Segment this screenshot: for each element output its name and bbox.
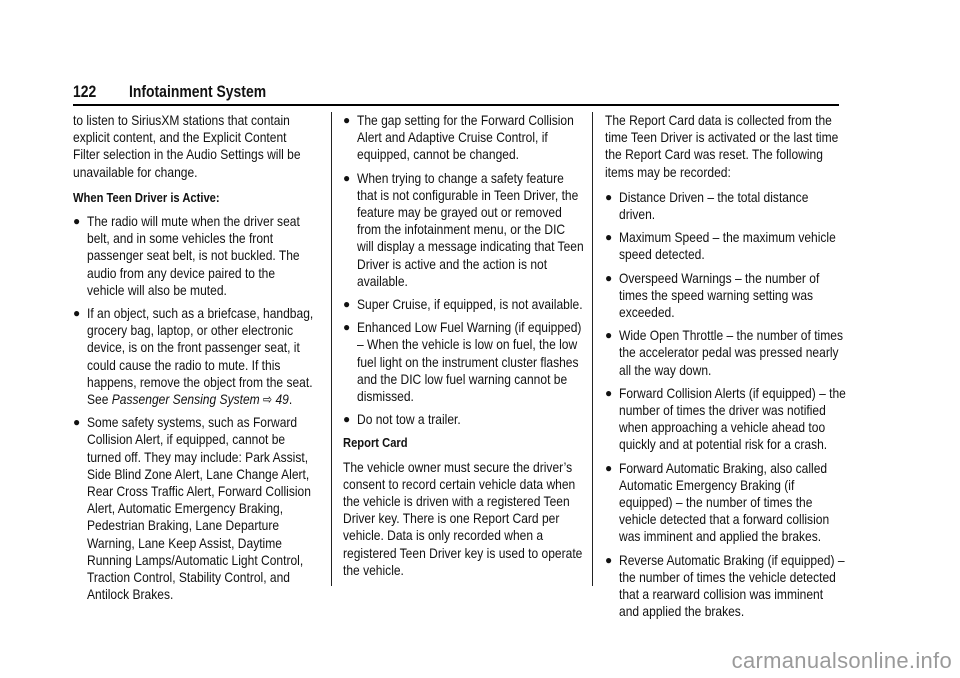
list-item: ● Distance Driven – the total distance driven. (605, 188, 809, 223)
page-number: 122 (73, 82, 97, 101)
bullet-icon: ● (73, 306, 81, 321)
list-item: ● The gap setting for the Forward Collision Alert and Adaptive Cruise Control, if equipped, cannot be changed. (343, 112, 574, 163)
list-item: ● Forward Automatic Braking, also called Automatic Emergency Braking (if equipped) – the number of times the vehicle detected that a forward collision was imminent and applied the brakes. (605, 459, 830, 545)
list-item: ● Some safety systems, such as Forward Collision Alert, if equipped, cannot be turned off. They may include: Park Assist, Side Blind Zone Alert, Lane Change Alert, Rear Cross Traffic Alert, Forward Collision Alert, Automatic Emergency Braking, Pedestrian Braking, Lane Departure Warning, Lane Keep Assist, Daytime Running Lamps/Automatic Light Control, Traction Control, Stability Control, and Antilock Brakes. (73, 414, 311, 603)
xref-link[interactable]: Passenger Sensing System (111, 391, 260, 408)
bullet-icon: ● (73, 214, 81, 229)
list-item: ● Forward Collision Alerts (if equipped) – the number of times the driver was notified when approaching a vehicle ahead too quickly and at potential risk for a crash. (605, 384, 846, 453)
bullet-icon: ● (605, 328, 613, 343)
column-1 (73, 112, 315, 609)
xref-page[interactable]: 49 (275, 391, 289, 408)
list-item: ● Enhanced Low Fuel Warning (if equipped) – When the vehicle is low on fuel, the low fuel light on the instrument cluster flashes and the DIC low fuel warning cannot be dismissed. (343, 319, 582, 405)
col1-bullet-list (73, 213, 315, 603)
col3-bullet-list (605, 189, 847, 621)
list-item: ● Super Cruise, if equipped, is not available. (343, 296, 583, 313)
bullet-icon: ● (343, 297, 351, 312)
bullet-icon: ● (605, 552, 613, 567)
list-item: ● If an object, such as a briefcase, handbag, grocery bag, laptop, or other electronic device, is on the front passenger seat, it could cause the radio to mute. If this happens, remove the object from the seat. See Passenger Sensing System ⇨ 49. (73, 305, 314, 408)
col2-bullet-list (343, 112, 585, 428)
watermark-text: carmanualsonline.info (731, 648, 952, 673)
list-item: ● Do not tow a trailer. (343, 411, 461, 428)
column-divider (592, 112, 593, 586)
bullet-icon: ● (343, 113, 351, 127)
bullet-icon: ● (605, 270, 613, 285)
bullet-icon: ● (605, 460, 613, 475)
list-item: ● When trying to change a safety feature that is not configurable in Teen Driver, the feature may be grayed out or removed from the infotainment menu, or the DIC will display a message indicating that Teen Driver is active and the action is not available. (343, 169, 584, 289)
list-item: ● The radio will mute when the driver seat belt, and in some vehicles the front passenger seat belt, is not buckled. The audio from any device paired to the vehicle will also be muted. (73, 213, 300, 298)
column-2 (343, 112, 585, 587)
list-item: ● Reverse Automatic Braking (if equipped) – the number of times the vehicle detected that a rearward collision was imminent and applied the brakes. (605, 551, 845, 620)
bullet-icon: ● (605, 189, 613, 204)
col3-intro: The Report Card data is collected from the time Teen Driver is activated or the last time the Report Card was reset. The following items may be recorded: (605, 112, 839, 180)
bullet-icon: ● (343, 320, 351, 335)
col1-heading: When Teen Driver is Active: (73, 189, 220, 205)
list-item: ● Overspeed Warnings – the number of times the speed warning setting was exceeded. (605, 269, 820, 321)
bullet-icon: ● (343, 170, 351, 185)
list-item: ● Wide Open Throttle – the number of times the accelerator pedal was pressed nearly all the way down. (605, 327, 843, 378)
bullet-icon: ● (343, 412, 351, 427)
bullet-icon: ● (605, 230, 613, 245)
section-title: Infotainment System (129, 82, 267, 101)
report-card-heading: Report Card (343, 435, 408, 451)
bullet-icon: ● (605, 385, 613, 400)
column-3 (605, 112, 847, 626)
column-divider (331, 112, 332, 586)
report-card-paragraph: The vehicle owner must secure the driver’s consent to record certain vehicle data when the vehicle is driven with a registered Teen Driver key. There is one Report Card per vehicle. Data is only recorded when a registered Teen Driver key is used to operate the vehicle. (343, 458, 583, 578)
header-rule (73, 104, 839, 106)
list-item: ● Maximum Speed – the maximum vehicle speed detected. (605, 229, 836, 263)
xref-arrow-icon: ⇨ (263, 391, 273, 408)
bullet-icon: ● (73, 415, 81, 430)
col1-intro: to listen to SiriusXM stations that contain explicit content, and the Explicit Content Filter selection in the Audio Settings will be unavailable for change. (73, 112, 301, 180)
